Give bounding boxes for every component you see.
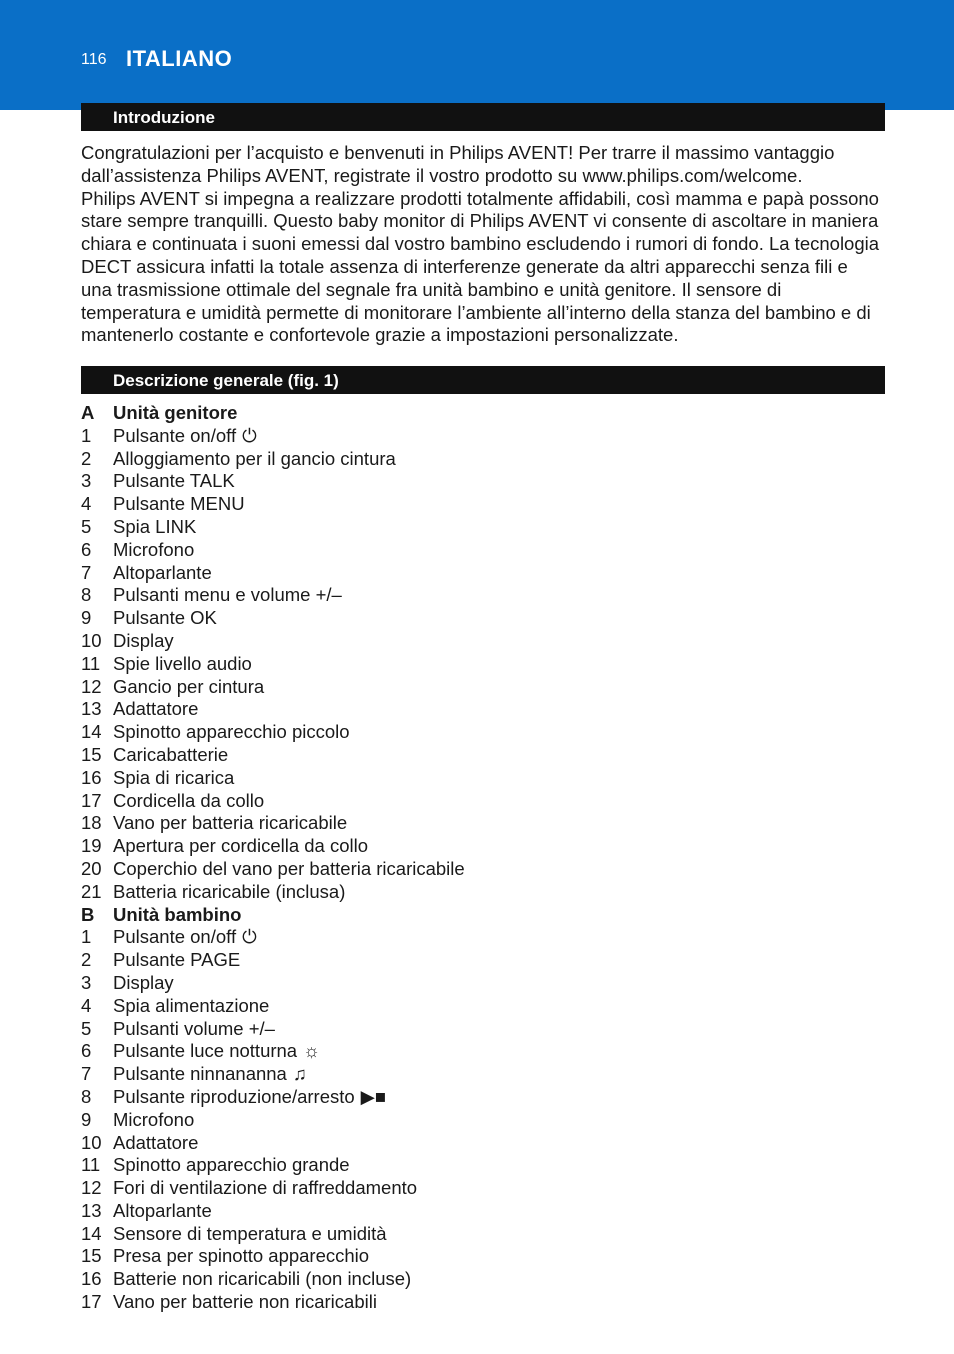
item-text: Pulsante MENU bbox=[113, 493, 245, 515]
item-number: 11 bbox=[81, 652, 101, 674]
item-number: 3 bbox=[81, 971, 92, 993]
list-item bbox=[81, 698, 881, 721]
item-text: Unità genitore bbox=[113, 402, 238, 423]
item-text: Pulsante on/off bbox=[113, 926, 237, 948]
item-number: 17 bbox=[81, 789, 102, 811]
item-label bbox=[113, 1223, 387, 1246]
item-label bbox=[113, 470, 235, 493]
item-number: A bbox=[81, 402, 95, 423]
list-item bbox=[81, 470, 881, 493]
item-number: 3 bbox=[81, 470, 92, 492]
item-label bbox=[113, 744, 228, 767]
item-label bbox=[113, 1200, 212, 1223]
item-text: Pulsante TALK bbox=[113, 470, 235, 492]
list-item bbox=[81, 516, 881, 539]
item-symbol-icon: ⏻ bbox=[242, 424, 257, 446]
item-text: Spie livello audio bbox=[113, 652, 252, 674]
item-number: 21 bbox=[81, 880, 102, 902]
item-number: 10 bbox=[81, 629, 102, 651]
list-item bbox=[81, 562, 881, 585]
page-header bbox=[0, 0, 954, 110]
item-label bbox=[113, 949, 240, 972]
item-label bbox=[113, 1245, 369, 1268]
item-label bbox=[113, 516, 196, 539]
item-number: 1 bbox=[81, 926, 92, 948]
item-label bbox=[113, 812, 347, 835]
item-number: 2 bbox=[81, 949, 92, 971]
list-item bbox=[81, 972, 881, 995]
item-label bbox=[113, 1132, 198, 1155]
list-item bbox=[81, 676, 881, 699]
item-label bbox=[113, 1040, 320, 1063]
item-number: 18 bbox=[81, 812, 102, 834]
item-text: Pulsante on/off bbox=[113, 424, 237, 446]
item-number: 14 bbox=[81, 721, 102, 743]
item-text: Adattatore bbox=[113, 1131, 199, 1153]
group-heading-baby-unit bbox=[81, 904, 881, 927]
item-text: Display bbox=[113, 971, 174, 993]
item-symbol-icon: ♫ bbox=[292, 1063, 307, 1085]
item-label bbox=[113, 1063, 307, 1086]
list-item bbox=[81, 744, 881, 767]
list-item bbox=[81, 1018, 881, 1041]
item-number: 7 bbox=[81, 561, 92, 583]
item-number: 5 bbox=[81, 515, 92, 537]
list-item bbox=[81, 835, 881, 858]
item-label bbox=[113, 858, 465, 881]
intro-paragraph-2: Philips AVENT si impegna a realizzare prodotti totalmente affidabili, così mamma e papà possono stare sempre tranquilli. Questo baby monitor di Philips AVENT vi consente di ascoltare in maniera chiara e continuata i suoni emessi dal vostro bambino escludendo i rumori di fondo. La tecnologia DECT assicura infatti la totale assenza di interferenze generate da altri apparecchi senza fili e una trasmissione ottimale del segnale fra unità bambino e unità genitore. Il sensore di temperatura e umidità permette di monitorare l’ambiente all’interno della stanza del bambino e di mantenerlo costante e confortevole grazie a impostazioni personalizzate. bbox=[81, 187, 880, 346]
item-text: Gancio per cintura bbox=[113, 675, 265, 697]
list-item bbox=[81, 812, 881, 835]
item-number: 4 bbox=[81, 493, 92, 515]
item-number: 16 bbox=[81, 1268, 102, 1290]
item-text: Adattatore bbox=[113, 698, 199, 720]
item-number: 15 bbox=[81, 1245, 102, 1267]
item-text: Apertura per cordicella da collo bbox=[113, 835, 369, 857]
item-text: Spinotto apparecchio piccolo bbox=[113, 721, 350, 743]
item-label bbox=[113, 1086, 386, 1109]
intro-paragraph-1: Congratulazioni per l’acquisto e benvenuti in Philips AVENT! Per trarre il massimo vantaggio dall’assistenza Philips AVENT, registrate il vostro prodotto su www.philips.com/welcome. bbox=[81, 142, 835, 186]
item-label bbox=[113, 607, 217, 630]
item-label bbox=[113, 904, 241, 927]
item-text: Batteria ricaricabile (inclusa) bbox=[113, 880, 346, 902]
item-label bbox=[113, 790, 264, 813]
item-number: 2 bbox=[81, 447, 92, 469]
item-number: 13 bbox=[81, 1199, 102, 1221]
list-item bbox=[81, 425, 881, 448]
list-item bbox=[81, 539, 881, 562]
item-text: Pulsante ninnananna bbox=[113, 1063, 287, 1085]
list-item bbox=[81, 881, 881, 904]
item-text: Pulsante PAGE bbox=[113, 949, 241, 971]
item-label bbox=[113, 425, 257, 448]
item-text: Pulsanti menu e volume +/– bbox=[113, 584, 342, 606]
item-label bbox=[113, 995, 269, 1018]
list-item bbox=[81, 767, 881, 790]
item-text: Caricabatterie bbox=[113, 743, 229, 765]
item-number: 12 bbox=[81, 675, 102, 697]
item-number: 7 bbox=[81, 1063, 92, 1085]
group-heading-parent-unit bbox=[81, 402, 881, 425]
item-number: 20 bbox=[81, 857, 102, 879]
section-title-description: Descrizione generale (fig. 1) bbox=[113, 371, 339, 390]
list-item bbox=[81, 653, 881, 676]
list-item bbox=[81, 858, 881, 881]
item-number: 9 bbox=[81, 607, 92, 629]
item-label bbox=[113, 653, 252, 676]
list-item bbox=[81, 1223, 881, 1246]
item-text: Spia alimentazione bbox=[113, 994, 270, 1016]
item-text: Pulsante riproduzione/arresto bbox=[113, 1085, 355, 1107]
list-item bbox=[81, 1132, 881, 1155]
item-text: Pulsanti volume +/– bbox=[113, 1017, 275, 1039]
item-text: Fori di ventilazione di raffreddamento bbox=[113, 1177, 418, 1199]
item-number: B bbox=[81, 903, 95, 925]
language-title: ITALIANO bbox=[126, 46, 233, 71]
item-label bbox=[113, 1291, 377, 1314]
item-text: Microfono bbox=[113, 1108, 195, 1130]
item-number: 5 bbox=[81, 1017, 92, 1039]
item-label bbox=[113, 881, 345, 904]
list-item bbox=[81, 1063, 881, 1086]
item-number: 6 bbox=[81, 538, 92, 560]
item-label bbox=[113, 972, 174, 995]
item-text: Spia di ricarica bbox=[113, 766, 235, 788]
list-item bbox=[81, 1154, 881, 1177]
item-number: 4 bbox=[81, 994, 92, 1016]
item-number: 9 bbox=[81, 1108, 92, 1130]
list-item bbox=[81, 448, 881, 471]
item-label bbox=[113, 584, 342, 607]
item-label bbox=[113, 1177, 417, 1200]
item-label bbox=[113, 493, 245, 516]
item-label bbox=[113, 835, 368, 858]
item-text: Microfono bbox=[113, 538, 195, 560]
item-label bbox=[113, 1268, 411, 1291]
item-label bbox=[113, 539, 194, 562]
item-label bbox=[113, 1154, 350, 1177]
section-bar-description bbox=[81, 366, 885, 394]
item-text: Presa per spinotto apparecchio bbox=[113, 1245, 370, 1267]
item-symbol-icon: ▶■ bbox=[360, 1085, 387, 1107]
item-label bbox=[113, 676, 264, 699]
item-label bbox=[113, 402, 237, 425]
item-text: Coperchio del vano per batteria ricaricabile bbox=[113, 857, 465, 879]
list-item bbox=[81, 1086, 881, 1109]
list-item bbox=[81, 493, 881, 516]
item-text: Vano per batteria ricaricabile bbox=[113, 812, 348, 834]
item-number: 8 bbox=[81, 1085, 92, 1107]
list-item bbox=[81, 995, 881, 1018]
item-number: 19 bbox=[81, 835, 102, 857]
item-label bbox=[113, 1018, 275, 1041]
intro-text bbox=[81, 142, 881, 347]
item-number: 8 bbox=[81, 584, 92, 606]
item-text: Display bbox=[113, 629, 174, 651]
item-label bbox=[113, 562, 212, 585]
item-symbol-icon: ⏻ bbox=[242, 926, 257, 948]
item-text: Sensore di temperatura e umidità bbox=[113, 1222, 387, 1244]
item-text: Spia LINK bbox=[113, 515, 197, 537]
list-item bbox=[81, 1268, 881, 1291]
item-text: Pulsante OK bbox=[113, 607, 217, 629]
item-number: 6 bbox=[81, 1040, 92, 1062]
item-number: 13 bbox=[81, 698, 102, 720]
item-number: 15 bbox=[81, 743, 102, 765]
item-label bbox=[113, 630, 174, 653]
item-text: Alloggiamento per il gancio cintura bbox=[113, 447, 396, 469]
list-item bbox=[81, 721, 881, 744]
item-text: Spinotto apparecchio grande bbox=[113, 1154, 350, 1176]
list-item bbox=[81, 630, 881, 653]
item-number: 1 bbox=[81, 424, 92, 446]
section-title-introduction: Introduzione bbox=[113, 108, 215, 127]
parts-list bbox=[81, 402, 881, 1314]
item-number: 11 bbox=[81, 1154, 101, 1176]
item-text: Pulsante luce notturna bbox=[113, 1040, 298, 1062]
list-item bbox=[81, 790, 881, 813]
list-item bbox=[81, 926, 881, 949]
item-number: 12 bbox=[81, 1177, 102, 1199]
list-item bbox=[81, 1109, 881, 1132]
list-item bbox=[81, 1040, 881, 1063]
list-item bbox=[81, 1245, 881, 1268]
item-text: Vano per batterie non ricaricabili bbox=[113, 1291, 377, 1313]
list-item bbox=[81, 1177, 881, 1200]
item-label bbox=[113, 448, 396, 471]
section-bar-introduction bbox=[81, 103, 885, 131]
item-number: 14 bbox=[81, 1222, 102, 1244]
item-label bbox=[113, 698, 198, 721]
page-number: 116 bbox=[81, 51, 107, 68]
item-label bbox=[113, 926, 257, 949]
item-label bbox=[113, 767, 234, 790]
item-label bbox=[113, 721, 350, 744]
item-number: 17 bbox=[81, 1291, 102, 1313]
item-number: 10 bbox=[81, 1131, 102, 1153]
list-item bbox=[81, 584, 881, 607]
item-symbol-icon: ☼ bbox=[303, 1040, 321, 1062]
item-number: 16 bbox=[81, 766, 102, 788]
list-item bbox=[81, 1200, 881, 1223]
item-text: Altoparlante bbox=[113, 561, 212, 583]
list-item bbox=[81, 607, 881, 630]
list-item bbox=[81, 1291, 881, 1314]
item-label bbox=[113, 1109, 194, 1132]
item-text: Cordicella da collo bbox=[113, 789, 265, 811]
list-item bbox=[81, 949, 881, 972]
item-text: Batterie non ricaricabili (non incluse) bbox=[113, 1268, 412, 1290]
item-text: Unità bambino bbox=[113, 903, 242, 925]
item-text: Altoparlante bbox=[113, 1199, 212, 1221]
